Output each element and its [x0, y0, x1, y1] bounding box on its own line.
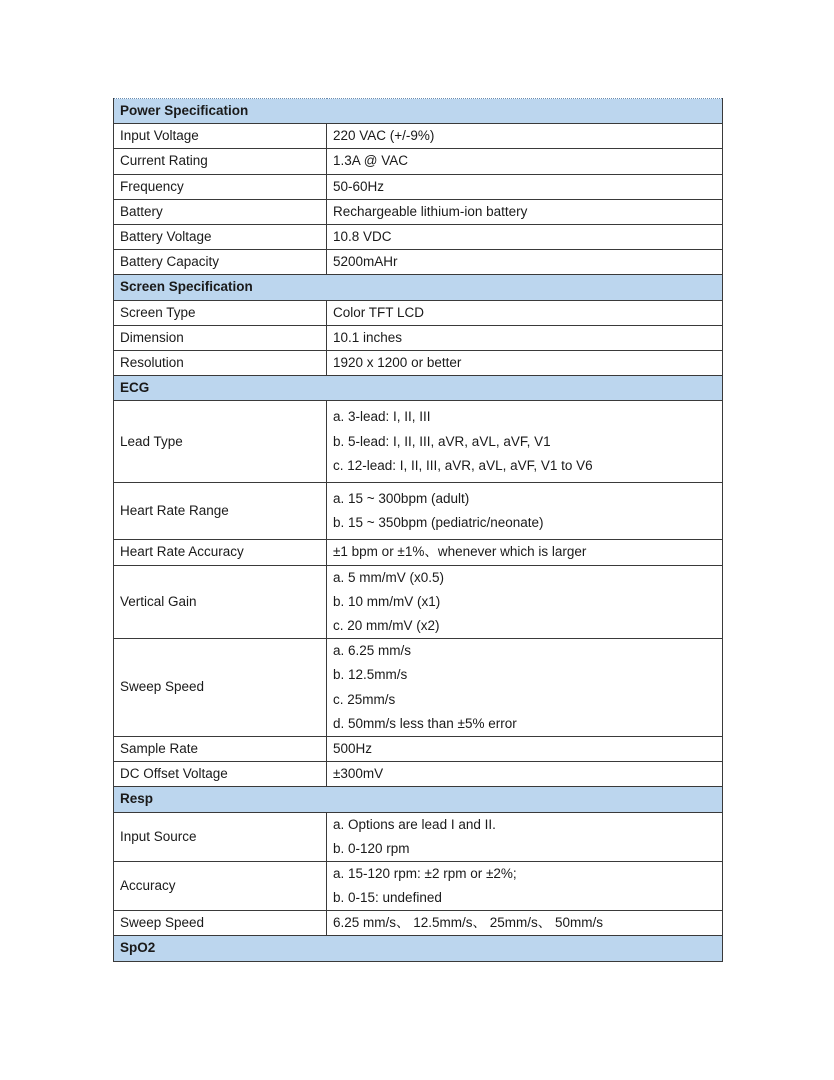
spec-value-line: a. 5 mm/mV (x0.5) — [333, 569, 445, 585]
spec-value-cell — [327, 225, 723, 250]
spec-value-cell — [327, 812, 723, 861]
spec-value-cell — [327, 124, 723, 149]
spec-row — [114, 911, 723, 936]
spec-value-cell — [327, 483, 723, 540]
spec-value-line: b. 10 mm/mV (x1) — [333, 593, 441, 609]
spec-value-line: c. 25mm/s — [333, 691, 396, 707]
spec-row — [114, 861, 723, 910]
spec-value-line: c. 20 mm/mV (x2) — [333, 617, 440, 633]
spec-label: Input Voltage — [114, 124, 327, 149]
section-header-row — [114, 376, 723, 401]
spec-label: Frequency — [114, 174, 327, 199]
spec-row — [114, 401, 723, 483]
spec-row — [114, 149, 723, 174]
spec-value-cell — [327, 736, 723, 761]
spec-value-cell — [327, 861, 723, 910]
spec-value-line: d. 50mm/s less than ±5% error — [333, 715, 517, 731]
spec-label: Heart Rate Range — [114, 483, 327, 540]
spec-label: Vertical Gain — [114, 565, 327, 639]
spec-row — [114, 483, 723, 540]
section-title: Screen Specification — [114, 275, 723, 300]
spec-value-line: a. 15 ~ 300bpm (adult) — [333, 491, 470, 506]
spec-row — [114, 639, 723, 737]
spec-value-line: 10.1 inches — [333, 329, 403, 345]
spec-value-cell — [327, 911, 723, 936]
spec-row — [114, 762, 723, 787]
spec-value-line: Rechargeable lithium-ion battery — [333, 203, 528, 219]
spec-row — [114, 736, 723, 761]
spec-label: Input Source — [114, 812, 327, 861]
spec-value-line: a. 3-lead: I, II, III — [333, 409, 431, 425]
spec-label: Battery Capacity — [114, 250, 327, 275]
spec-label: Dimension — [114, 325, 327, 350]
section-title: ECG — [114, 376, 723, 401]
spec-label: Battery — [114, 199, 327, 224]
spec-row — [114, 812, 723, 861]
spec-value-cell — [327, 762, 723, 787]
spec-value-cell — [327, 540, 723, 565]
spec-value-cell — [327, 199, 723, 224]
spec-value-line: ±1 bpm or ±1%、whenever which is larger — [333, 544, 587, 560]
spec-value-line: c. 12-lead: I, II, III, aVR, aVL, aVF, V1 to V6 — [333, 457, 593, 473]
spec-row — [114, 124, 723, 149]
spec-label: Sample Rate — [114, 736, 327, 761]
spec-value-cell — [327, 300, 723, 325]
spec-row — [114, 174, 723, 199]
section-title: Resp — [114, 787, 723, 812]
spec-value-line: 5200mAHr — [333, 254, 398, 270]
spec-value-line: 500Hz — [333, 740, 373, 756]
spec-row — [114, 351, 723, 376]
spec-value-cell — [327, 174, 723, 199]
spec-value-line: 50-60Hz — [333, 178, 385, 194]
spec-label: Sweep Speed — [114, 911, 327, 936]
specification-table-body — [114, 99, 723, 962]
spec-row — [114, 300, 723, 325]
spec-label: Sweep Speed — [114, 639, 327, 737]
section-header-row — [114, 936, 723, 961]
spec-value-line: b. 5-lead: I, II, III, aVR, aVL, aVF, V1 — [333, 433, 551, 449]
spec-row — [114, 225, 723, 250]
spec-value-line: 10.8 VDC — [333, 229, 392, 245]
spec-row — [114, 325, 723, 350]
spec-value-line: b. 12.5mm/s — [333, 667, 408, 683]
spec-value-line: ±300mV — [333, 766, 384, 782]
spec-value-cell — [327, 639, 723, 737]
spec-value-line: 1920 x 1200 or better — [333, 355, 462, 371]
spec-value-line: a. Options are lead I and II. — [333, 816, 496, 832]
spec-label: Resolution — [114, 351, 327, 376]
spec-row — [114, 565, 723, 639]
spec-value-line: a. 6.25 mm/s — [333, 643, 412, 659]
spec-value-cell — [327, 149, 723, 174]
spec-label: Accuracy — [114, 861, 327, 910]
spec-label: Battery Voltage — [114, 225, 327, 250]
section-header-row — [114, 275, 723, 300]
spec-value-cell — [327, 565, 723, 639]
spec-value-line: b. 0-120 rpm — [333, 840, 410, 856]
spec-value-line: a. 15-120 rpm: ±2 rpm or ±2%; — [333, 865, 517, 881]
spec-row — [114, 250, 723, 275]
spec-value-line: 6.25 mm/s、 12.5mm/s、 25mm/s、 50mm/s — [333, 915, 604, 931]
spec-value-line: 220 VAC (+/-9%) — [333, 128, 435, 144]
spec-value-line: 1.3A @ VAC — [333, 153, 408, 169]
spec-label: Screen Type — [114, 300, 327, 325]
spec-value-cell — [327, 250, 723, 275]
spec-label: Heart Rate Accuracy — [114, 540, 327, 565]
spec-label: Current Rating — [114, 149, 327, 174]
spec-label: Lead Type — [114, 401, 327, 483]
spec-label: DC Offset Voltage — [114, 762, 327, 787]
spec-row — [114, 199, 723, 224]
spec-row — [114, 540, 723, 565]
section-header-row — [114, 787, 723, 812]
spec-value-cell — [327, 401, 723, 483]
section-header-row — [114, 99, 723, 124]
spec-value-line: b. 15 ~ 350bpm (pediatric/neonate) — [333, 515, 544, 531]
spec-value-line: Color TFT LCD — [333, 304, 425, 320]
specification-table — [113, 98, 723, 962]
section-title: Power Specification — [114, 99, 723, 124]
spec-value-cell — [327, 351, 723, 376]
spec-value-cell — [327, 325, 723, 350]
spec-value-line: b. 0-15: undefined — [333, 890, 442, 906]
section-title: SpO2 — [114, 936, 723, 961]
